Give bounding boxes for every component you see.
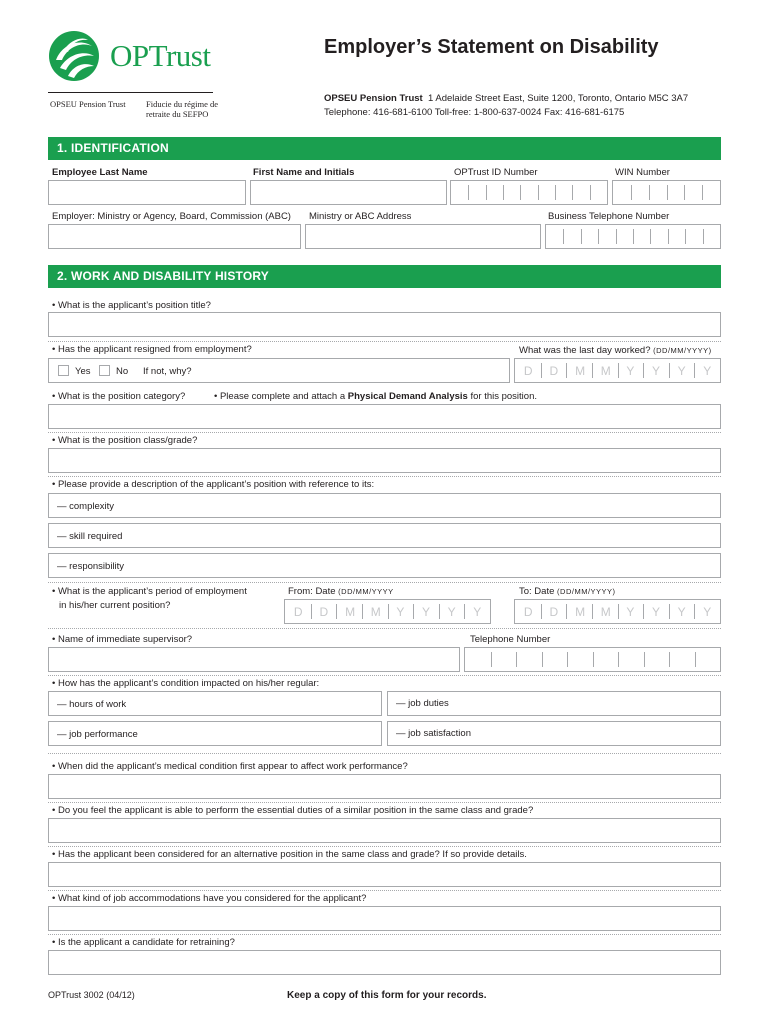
digit-divider xyxy=(567,652,568,667)
date-placeholder-char: M xyxy=(370,605,381,619)
duties-field[interactable] xyxy=(387,691,721,716)
digit-divider xyxy=(618,652,619,667)
ministry-address-field[interactable] xyxy=(305,224,541,249)
optrust-id-label: OPTrust ID Number xyxy=(454,167,538,178)
digit-divider xyxy=(650,229,651,244)
period-question-2: in his/her current position? xyxy=(59,600,171,611)
date-divider xyxy=(694,363,695,378)
date-placeholder-char: Y xyxy=(703,364,712,378)
position-category-field[interactable] xyxy=(48,404,721,429)
yes-label: Yes xyxy=(75,366,91,377)
form-number: OPTrust 3002 (04/12) xyxy=(48,990,135,1000)
page-title: Employer’s Statement on Disability xyxy=(324,36,659,58)
pda-instruction: • Please complete and attach a Physical Demand Analysis for this position. xyxy=(214,391,537,402)
to-date-field[interactable] xyxy=(514,599,721,624)
date-divider xyxy=(336,604,337,619)
first-name-field[interactable] xyxy=(250,180,447,205)
yes-checkbox[interactable] xyxy=(58,365,69,376)
header-address-line xyxy=(324,93,688,104)
from-date-label: From: Date (DD/MM/YYYY xyxy=(288,586,394,597)
digit-divider xyxy=(520,185,521,200)
digit-divider xyxy=(685,229,686,244)
impact-question: • How has the applicant’s condition impacted on his/her regular: xyxy=(52,678,320,689)
date-divider xyxy=(362,604,363,619)
digit-divider xyxy=(468,185,469,200)
digit-divider xyxy=(491,652,492,667)
supervisor-name-field[interactable] xyxy=(48,647,460,672)
logo-divider xyxy=(48,92,213,93)
date-placeholder-char: Y xyxy=(396,605,405,619)
logo-wordmark: OPTrust xyxy=(110,38,211,73)
ministry-address-label: Ministry or ABC Address xyxy=(309,211,412,222)
skill-field[interactable] xyxy=(48,523,721,548)
complexity-label: — complexity xyxy=(57,501,115,512)
win-field[interactable] xyxy=(612,180,721,205)
date-placeholder-char: M xyxy=(575,605,586,619)
satisfaction-label: — job satisfaction xyxy=(396,728,471,739)
date-placeholder-char: Y xyxy=(651,364,660,378)
date-divider xyxy=(669,363,670,378)
date-placeholder-char: Y xyxy=(677,364,686,378)
description-question: • Please provide a description of the applicant’s position with reference to its: xyxy=(52,479,375,490)
date-divider xyxy=(541,363,542,378)
last-day-date-field[interactable] xyxy=(514,358,721,383)
position-category-question: • What is the position category? xyxy=(52,391,186,402)
date-placeholder-char: Y xyxy=(473,605,482,619)
supervisor-phone-field[interactable] xyxy=(464,647,721,672)
responsibility-field[interactable] xyxy=(48,553,721,578)
date-placeholder-char: D xyxy=(293,605,303,619)
digit-divider xyxy=(633,229,634,244)
hours-label: — hours of work xyxy=(57,699,127,710)
date-placeholder-char: D xyxy=(319,605,329,619)
last-day-question xyxy=(519,345,712,356)
date-placeholder-char: D xyxy=(549,605,559,619)
date-divider xyxy=(566,604,567,619)
class-grade-field[interactable] xyxy=(48,448,721,473)
digit-divider xyxy=(572,185,573,200)
date-divider xyxy=(618,604,619,619)
date-divider xyxy=(592,604,593,619)
date-placeholder-char: M xyxy=(345,605,356,619)
digit-divider xyxy=(593,652,594,667)
digit-divider xyxy=(669,652,670,667)
retraining-question: • Is the applicant a candidate for retraining? xyxy=(52,937,235,948)
position-title-field[interactable] xyxy=(48,312,721,337)
accommodations-question: • What kind of job accommodations have you considered for the applicant? xyxy=(52,893,367,904)
date-placeholder-char: Y xyxy=(651,605,660,619)
date-divider xyxy=(388,604,389,619)
retraining-field[interactable] xyxy=(48,950,721,975)
date-divider xyxy=(643,363,644,378)
employer-field[interactable] xyxy=(48,224,301,249)
digit-divider xyxy=(503,185,504,200)
supervisor-phone-label: Telephone Number xyxy=(470,634,551,645)
date-divider xyxy=(618,363,619,378)
date-divider xyxy=(643,604,644,619)
date-divider xyxy=(311,604,312,619)
date-divider xyxy=(566,363,567,378)
win-label: WIN Number xyxy=(615,167,670,178)
alternative-position-field[interactable] xyxy=(48,862,721,887)
date-divider xyxy=(439,604,440,619)
logo-english: OPSEU Pension Trust xyxy=(50,99,126,109)
resigned-field xyxy=(48,358,510,383)
business-phone-field[interactable] xyxy=(545,224,721,249)
digit-divider xyxy=(702,185,703,200)
digit-divider xyxy=(538,185,539,200)
date-placeholder-char: Y xyxy=(626,364,635,378)
digit-divider xyxy=(486,185,487,200)
last-name-field[interactable] xyxy=(48,180,246,205)
date-placeholder-char: Y xyxy=(677,605,686,619)
logo-french-1: Fiducie du régime de xyxy=(146,99,218,109)
first-appear-field[interactable] xyxy=(48,774,721,799)
date-placeholder-char: Y xyxy=(421,605,430,619)
digit-divider xyxy=(581,229,582,244)
satisfaction-field[interactable] xyxy=(387,721,721,746)
to-date-label: To: Date (DD/MM/YYYY) xyxy=(519,586,616,597)
period-question-1: • What is the applicant’s period of employment xyxy=(52,586,247,597)
last-day-label: What was the last day worked? xyxy=(519,345,651,356)
keep-copy-note: Keep a copy of this form for your records. xyxy=(287,990,487,1001)
no-checkbox[interactable] xyxy=(99,365,110,376)
hours-field[interactable] xyxy=(48,691,382,716)
pda-bold: Physical Demand Analysis xyxy=(347,391,468,402)
digit-divider xyxy=(649,185,650,200)
date-divider xyxy=(592,363,593,378)
date-placeholder-char: M xyxy=(575,364,586,378)
position-title-question: • What is the applicant’s position title? xyxy=(52,300,211,311)
business-phone-label: Business Telephone Number xyxy=(548,211,670,222)
first-appear-question: • When did the applicant’s medical condition first appear to affect work performance? xyxy=(52,761,408,772)
header-phones: Telephone: 416-681-6100 Toll-free: 1-800-637-0024 Fax: 416-681-6175 xyxy=(324,107,625,118)
date-placeholder-char: D xyxy=(549,364,559,378)
date-divider xyxy=(413,604,414,619)
accommodations-field[interactable] xyxy=(48,906,721,931)
optrust-id-field[interactable] xyxy=(450,180,608,205)
digit-divider xyxy=(563,229,564,244)
date-divider xyxy=(464,604,465,619)
date-placeholder-char: Y xyxy=(703,605,712,619)
complexity-field[interactable] xyxy=(48,493,721,518)
responsibility-label: — responsibility xyxy=(57,561,125,572)
essential-duties-question: • Do you feel the applicant is able to perform the essential duties of a similar position in the same class and grade? xyxy=(52,805,534,816)
duties-label: — job duties xyxy=(396,698,449,709)
from-date-field[interactable] xyxy=(284,599,491,624)
digit-divider xyxy=(667,185,668,200)
skill-label: — skill required xyxy=(57,531,123,542)
performance-label: — job performance xyxy=(57,729,138,740)
date-placeholder-char: Y xyxy=(626,605,635,619)
supervisor-question: • Name of immediate supervisor? xyxy=(52,634,193,645)
date-placeholder-char: D xyxy=(523,364,533,378)
date-placeholder-char: M xyxy=(600,364,611,378)
date-divider xyxy=(541,604,542,619)
digit-divider xyxy=(555,185,556,200)
logo-swirl-icon xyxy=(48,30,100,82)
first-name-label: First Name and Initials xyxy=(253,167,355,178)
date-placeholder-char: M xyxy=(600,605,611,619)
section-identification-heading: 1. IDENTIFICATION xyxy=(48,137,721,160)
employer-label: Employer: Ministry or Agency, Board, Commission (ABC) xyxy=(52,211,291,222)
digit-divider xyxy=(542,652,543,667)
date-divider xyxy=(694,604,695,619)
digit-divider xyxy=(644,652,645,667)
section-work-history-heading: 2. WORK AND DISABILITY HISTORY xyxy=(48,265,721,288)
header-org: OPSEU Pension Trust xyxy=(324,93,423,104)
alternative-position-question: • Has the applicant been considered for an alternative position in the same class and grade? If so provide details. xyxy=(52,849,527,860)
digit-divider xyxy=(516,652,517,667)
digit-divider xyxy=(668,229,669,244)
digit-divider xyxy=(598,229,599,244)
last-day-format: (DD/MM/YYYY) xyxy=(653,346,712,355)
header-address: 1 Adelaide Street East, Suite 1200, Toronto, Ontario M5C 3A7 xyxy=(428,93,689,104)
no-label: No xyxy=(116,366,129,377)
digit-divider xyxy=(703,229,704,244)
if-not-label: If not, why? xyxy=(143,366,192,377)
performance-field[interactable] xyxy=(48,721,382,746)
digit-divider xyxy=(695,652,696,667)
digit-divider xyxy=(684,185,685,200)
resigned-question: • Has the applicant resigned from employment? xyxy=(52,344,252,355)
optrust-logo xyxy=(48,30,108,90)
class-grade-question: • What is the position class/grade? xyxy=(52,435,198,446)
date-placeholder-char: Y xyxy=(447,605,456,619)
digit-divider xyxy=(590,185,591,200)
essential-duties-field[interactable] xyxy=(48,818,721,843)
date-divider xyxy=(669,604,670,619)
digit-divider xyxy=(631,185,632,200)
digit-divider xyxy=(616,229,617,244)
logo-french-2: retraite du SEFPO xyxy=(146,109,209,119)
date-placeholder-char: D xyxy=(523,605,533,619)
last-name-label: Employee Last Name xyxy=(52,167,148,178)
